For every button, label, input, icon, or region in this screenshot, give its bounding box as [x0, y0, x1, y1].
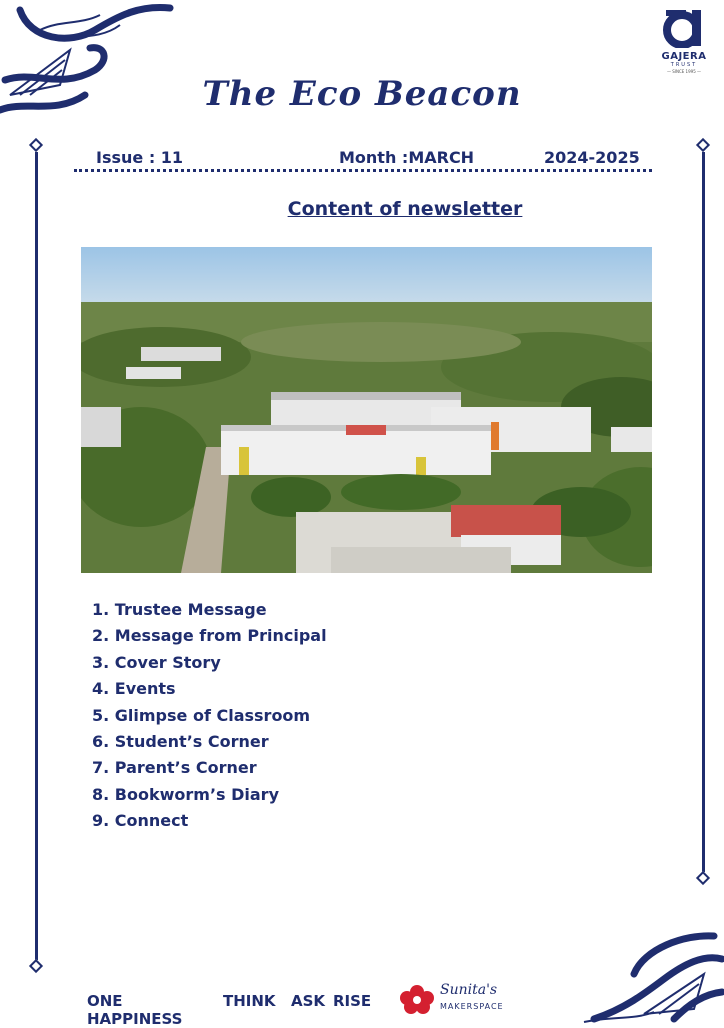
left-vertical-rule	[35, 152, 38, 960]
issue-month: Month :MARCH	[339, 148, 475, 167]
toc-item: 2. Message from Principal	[92, 626, 327, 646]
think-text: THINK	[223, 992, 276, 1010]
campus-aerial-photo	[81, 247, 652, 573]
left-rule-top-diamond-icon	[29, 138, 43, 152]
makerspace-script: Sunita's	[440, 982, 498, 998]
makerspace-label: MAKERSPACE	[440, 1002, 504, 1011]
right-rule-top-diamond-icon	[696, 138, 710, 152]
logo-name: GAJERA	[661, 51, 707, 62]
one-happiness-text: ONE HAPPINESS	[87, 992, 183, 1028]
issue-header	[96, 148, 656, 170]
toc-item: 7. Parent’s Corner	[92, 758, 257, 778]
rise-text: RISE	[333, 992, 372, 1010]
red-flower-icon	[398, 984, 436, 1014]
toc-item: 9. Connect	[92, 811, 189, 831]
issue-number: Issue : 11	[96, 148, 184, 167]
ask-text: ASK	[291, 992, 326, 1010]
toc-item: 1. Trustee Message	[92, 600, 267, 619]
newsletter-title: The Eco Beacon	[202, 74, 522, 114]
right-rule-bottom-diamond-icon	[696, 871, 710, 885]
toc-item: 6. Student’s Corner	[92, 732, 269, 752]
logo-sub: TRUST	[670, 62, 698, 68]
toc-item: 4. Events	[92, 679, 176, 699]
content-heading: Content of newsletter	[287, 198, 523, 220]
left-rule-bottom-diamond-icon	[29, 959, 43, 973]
right-vertical-rule	[702, 152, 705, 872]
gajera-trust-logo	[656, 8, 712, 84]
gajera-logo-icon	[662, 8, 706, 48]
makerspace-logo	[398, 982, 518, 1016]
logo-since: — SINCE 1995 —	[666, 69, 702, 74]
corner-ornament-bottom-right-icon	[574, 924, 724, 1024]
issue-year: 2024-2025	[544, 148, 640, 167]
toc-item: 3. Cover Story	[92, 652, 221, 672]
header-dotted-divider	[74, 169, 652, 172]
toc-item: 8. Bookworm’s Diary	[92, 784, 279, 804]
table-of-contents	[92, 597, 327, 835]
toc-item: 5. Glimpse of Classroom	[92, 705, 311, 725]
